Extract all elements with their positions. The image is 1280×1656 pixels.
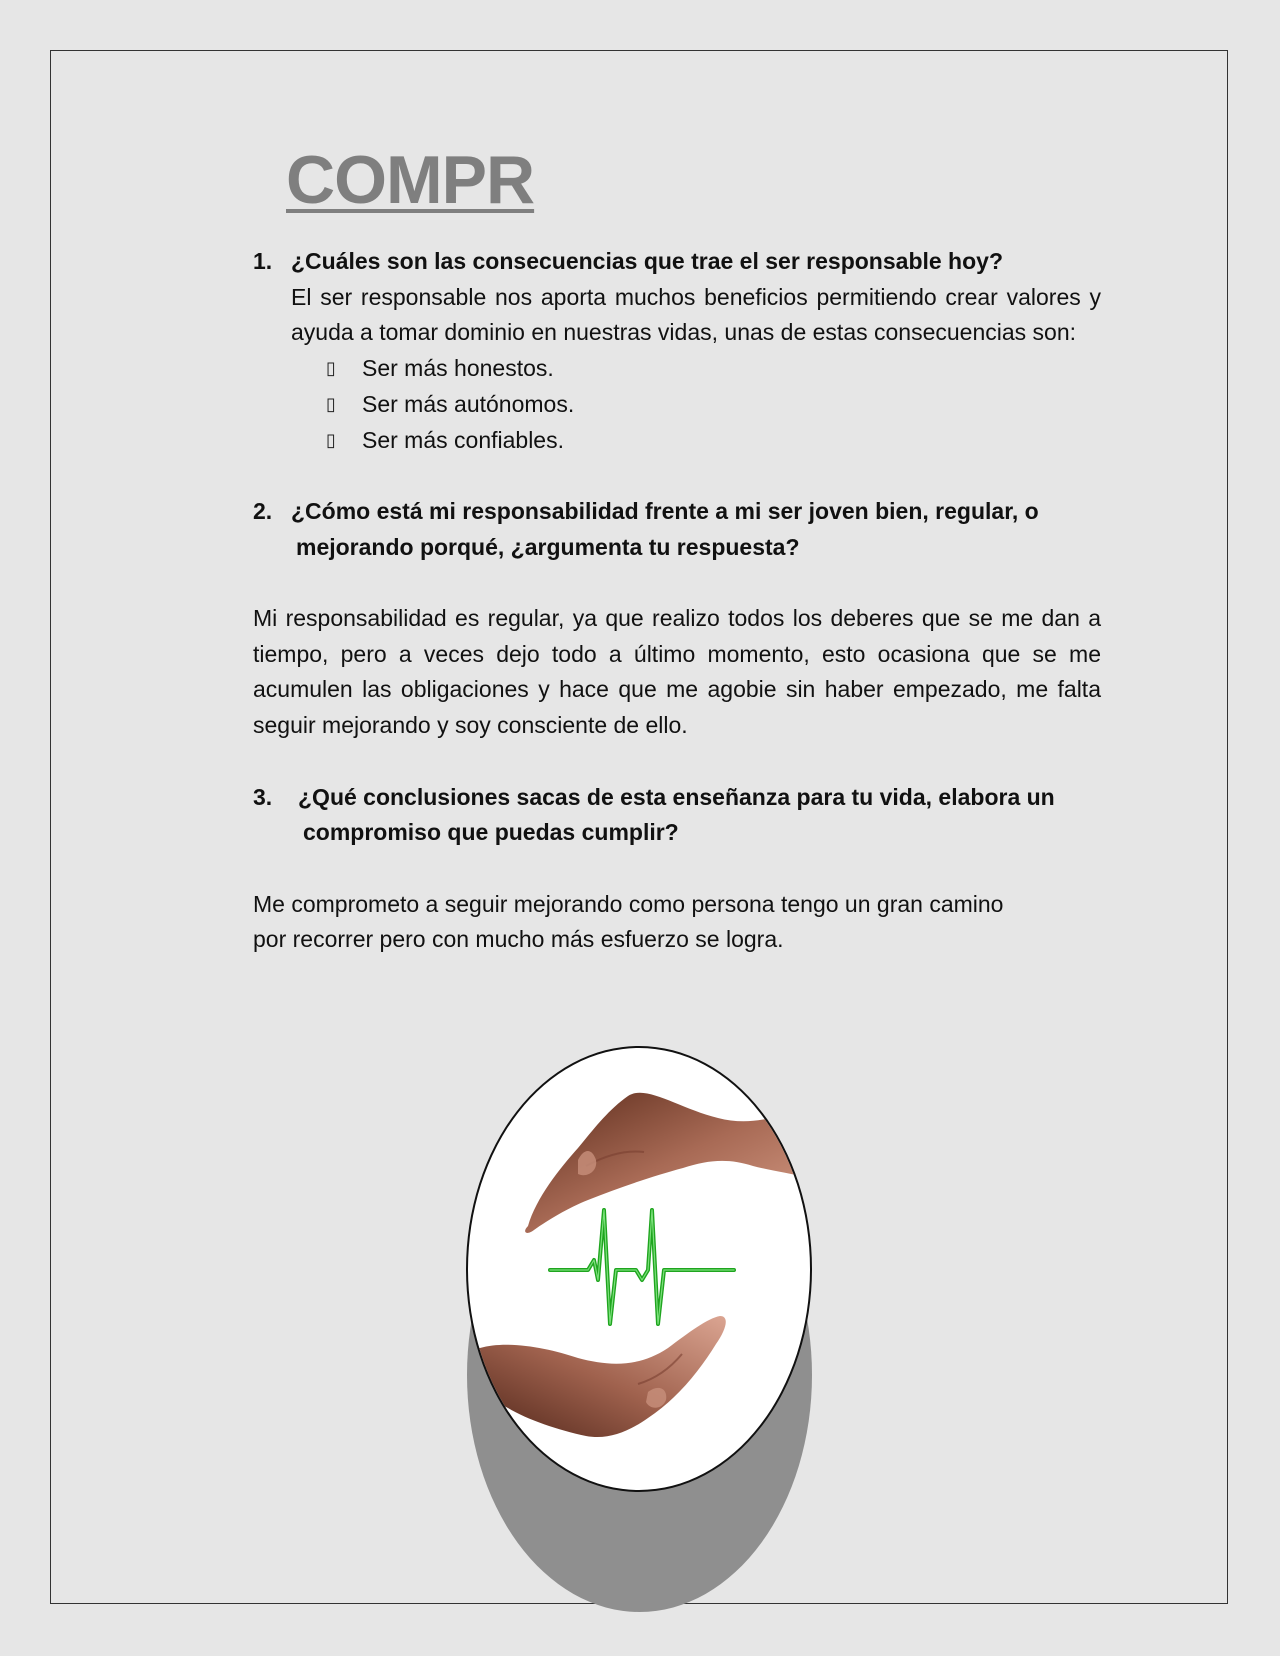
- list-item-text: Ser más honestos.: [362, 355, 554, 382]
- answer-line: por recorrer pero con mucho más esfuerzo se logra.: [253, 926, 784, 953]
- answer-1: El ser responsable nos aporta muchos beneficios permitiendo crear valores y ayuda a tomar dominio en nuestras vidas, unas de estas consecuencias son:: [291, 283, 1101, 346]
- question-text-line: mejorando porqué, ¿argumenta tu respuesta?: [296, 533, 800, 560]
- document-title: COMPR: [286, 142, 535, 218]
- question-text: ¿Cuáles son las consecuencias que trae el ser responsable hoy?: [291, 248, 1004, 274]
- list-item-text: Ser más confiables.: [362, 426, 564, 453]
- question-3: [253, 780, 1101, 851]
- list-item: [326, 351, 1101, 387]
- heartbeat-line: [550, 1210, 734, 1324]
- question-text-line: ¿Qué conclusiones sacas de esta enseñanza para tu vida, elabora un: [298, 783, 1055, 810]
- hands-heartbeat-icon: [466, 1046, 812, 1492]
- square-bullet-icon: ▯: [326, 393, 336, 415]
- square-bullet-icon: ▯: [326, 358, 336, 380]
- list-item-text: Ser más autónomos.: [362, 390, 575, 417]
- question-number: 1.: [253, 248, 273, 274]
- list-item: [326, 387, 1101, 423]
- question-text-line: ¿Cómo está mi responsabilidad frente a mi ser joven bien, regular, o: [291, 497, 1039, 524]
- question-text: [291, 494, 1101, 565]
- answer-line: Me comprometo a seguir mejorando como persona tengo un gran camino: [253, 890, 1004, 917]
- answer-2: Mi responsabilidad es regular, ya que realizo todos los deberes que se me dan a tiempo, pero a veces dejo todo a último momento, esto ocasiona que se me acumulen las obligaciones y hace que me agobie sin haber empezado, me falta seguir mejorando y soy consciente de ello.: [253, 605, 1101, 739]
- question-number: 3.: [253, 783, 273, 810]
- question-text: [298, 780, 1101, 851]
- document-body: [253, 244, 1101, 958]
- question-1: [253, 244, 1101, 280]
- question-text-line: compromiso que puedas cumplir?: [303, 819, 679, 846]
- consequences-list: [253, 351, 1101, 458]
- question-number: 2.: [253, 497, 273, 524]
- question-2: [253, 494, 1101, 565]
- square-bullet-icon: ▯: [326, 429, 336, 451]
- list-item: [326, 423, 1101, 459]
- answer-3: [253, 887, 1101, 958]
